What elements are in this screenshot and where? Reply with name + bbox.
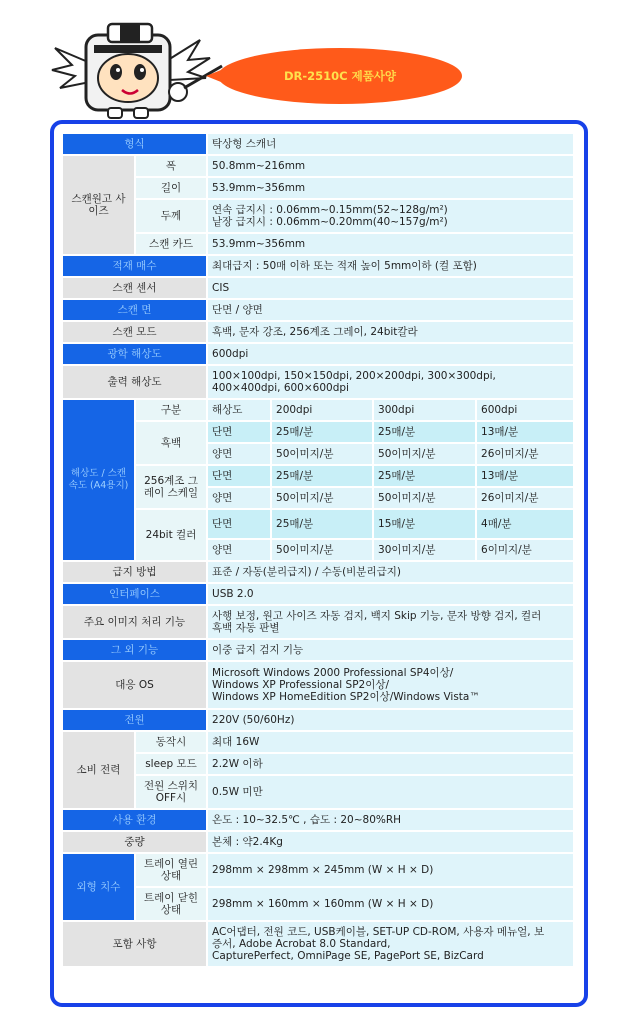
row-feed [63,562,575,582]
row-label: 형식 [63,134,208,154]
sub-label: 전원 스위치 OFF시 [136,776,208,808]
speed-cell: 26이미지/분 [477,444,575,464]
speed-cell: 25매/분 [374,422,477,442]
row-os [63,662,575,708]
row-imgproc [63,606,575,638]
row-value [208,922,575,966]
row-value: 53.9mm~356mm [208,234,575,254]
row-label: 소비 전력 [63,732,136,808]
row-value [208,366,575,398]
row-label: 광학 해상도 [63,344,208,364]
row-consumption-sleep [63,754,575,774]
value-line: 연속 급지시 : 0.06mm~0.15mm(52~128g/m²) [212,204,448,216]
row-speed-color-simplex [63,510,575,538]
speed-cell: 양면 [208,540,272,560]
row-docsize-thickness [63,200,575,232]
sub-label: 폭 [136,156,208,176]
row-value: CIS [208,278,575,298]
row-output [63,366,575,398]
row-consumption-off [63,776,575,808]
row-docsize-width [63,156,575,176]
row-value: 0.5W 미만 [208,776,575,808]
sub-label: 트레이 열린 상태 [136,854,208,886]
value-line: 낱장 급지시 : 0.06mm~0.20mm(40~157g/m²) [212,216,448,228]
row-type [63,134,575,154]
row-value [208,606,575,638]
row-label: 인터페이스 [63,584,208,604]
row-docsize-card [63,234,575,254]
row-value: 본체 : 약2.4Kg [208,832,575,852]
speed-cell: 50이미지/분 [374,488,477,508]
sub-label: 두께 [136,200,208,232]
row-value: 600dpi [208,344,575,364]
row-env [63,810,575,830]
row-value: 53.9mm~356mm [208,178,575,198]
row-value: 탁상형 스캐너 [208,134,575,154]
row-label: 외형 치수 [63,854,136,920]
value-line: 사행 보정, 원고 사이즈 자동 검지, 백지 Skip 기능, 문자 방향 검지, 컬러 [212,610,542,622]
value-line: Windows XP HomeEdition SP2이상/Windows Vista™ [212,691,480,703]
row-value: 온도 : 10~32.5℃ , 습도 : 20~80%RH [208,810,575,830]
row-speed-head [63,400,575,420]
spec-table [63,132,575,968]
row-included [63,922,575,966]
speed-cell: 13매/분 [477,422,575,442]
row-value [208,200,575,232]
row-label: 사용 환경 [63,810,208,830]
speed-cell: 6이미지/분 [477,540,575,560]
speed-cell: 4매/분 [477,510,575,538]
sub-label: sleep 모드 [136,754,208,774]
value-line: CapturePerfect, OmniPage SE, PagePort SE, BizCard [212,950,484,962]
row-load [63,256,575,276]
value-line: Windows XP Professional SP2이상/ [212,679,390,691]
row-label: 주요 이미지 처리 기능 [63,606,208,638]
product-title: DR-2510C 제품사양 [283,69,397,83]
value-line: AC어댑터, 전원 코드, USB케이블, SET-UP CD-ROM, 사용자 메뉴얼, 보 [212,926,545,938]
speed-cell: 25매/분 [272,510,374,538]
row-label: 출력 해상도 [63,366,208,398]
row-value: 298mm × 298mm × 245mm (W × H × D) [208,854,575,886]
speed-cell: 15매/분 [374,510,477,538]
speed-mode-label: 흑백 [136,422,208,464]
speed-mode-label: 24bit 컬러 [136,510,208,560]
row-value: 표준 / 자동(분리급지) / 수동(비분리급지) [208,562,575,582]
speed-cell: 50이미지/분 [374,444,477,464]
value-line: 100×100dpi, 150×150dpi, 200×200dpi, 300×300dpi, [212,370,496,382]
speed-head: 해상도 [208,400,272,420]
speed-head: 구분 [136,400,208,420]
sub-label: 동작시 [136,732,208,752]
row-label: 적재 매수 [63,256,208,276]
row-detect [63,640,575,660]
row-value: 2.2W 이하 [208,754,575,774]
speed-cell: 50이미지/분 [272,444,374,464]
speed-cell: 25매/분 [272,422,374,442]
row-label: 중량 [63,832,208,852]
row-weight [63,832,575,852]
row-sensor [63,278,575,298]
speed-cell: 단면 [208,466,272,486]
speech-bubble [218,48,462,104]
speed-head: 600dpi [477,400,575,420]
row-value: USB 2.0 [208,584,575,604]
row-value: 50.8mm~216mm [208,156,575,176]
row-label: 해상도 / 스캔속도 (A4용지) [63,400,136,560]
value-line: 400×400dpi, 600×600dpi [212,382,349,394]
speed-cell: 단면 [208,510,272,538]
row-value: 이중 급지 검지 기능 [208,640,575,660]
value-line: 흑백 자동 판별 [212,622,280,634]
row-label: 전원 [63,710,208,730]
speed-cell: 50이미지/분 [272,540,374,560]
speed-cell: 50이미지/분 [272,488,374,508]
row-power [63,710,575,730]
row-value [208,662,575,708]
row-label: 스캔 모드 [63,322,208,342]
speed-mode-label: 256계조 그레이 스케일 [136,466,208,508]
row-mode [63,322,575,342]
row-optical [63,344,575,364]
sub-label: 스캔 카드 [136,234,208,254]
speed-cell: 양면 [208,444,272,464]
row-speed-bw-simplex [63,422,575,442]
row-docsize-length [63,178,575,198]
speed-head: 200dpi [272,400,374,420]
row-value: 단면 / 양면 [208,300,575,320]
speed-cell: 25매/분 [272,466,374,486]
row-dims-closed [63,888,575,920]
scanner-mascot-illustration [50,10,230,125]
row-label: 그 외 기능 [63,640,208,660]
value-line: 증서, Adobe Acrobat 8.0 Standard, [212,938,391,950]
speed-head: 300dpi [374,400,477,420]
row-label: 포함 사항 [63,922,208,966]
row-speed-gray-simplex [63,466,575,486]
row-side [63,300,575,320]
row-label: 스캔원고 사이즈 [63,156,136,254]
row-value: 최대급지 : 50매 이하 또는 적재 높이 5mm이하 (컬 포함) [208,256,575,276]
row-value: 220V (50/60Hz) [208,710,575,730]
row-label: 스캔 센서 [63,278,208,298]
speed-cell: 30이미지/분 [374,540,477,560]
value-line: Microsoft Windows 2000 Professional SP4이상/ [212,667,454,679]
row-value: 298mm × 160mm × 160mm (W × H × D) [208,888,575,920]
row-value: 최대 16W [208,732,575,752]
speed-cell: 26이미지/분 [477,488,575,508]
speed-cell: 25매/분 [374,466,477,486]
sub-label: 트레이 닫힌 상태 [136,888,208,920]
row-value: 흑백, 문자 강조, 256계조 그레이, 24bit칼라 [208,322,575,342]
speed-cell: 양면 [208,488,272,508]
speed-cell: 13매/분 [477,466,575,486]
row-label: 급지 방법 [63,562,208,582]
sub-label: 길이 [136,178,208,198]
row-interface [63,584,575,604]
row-consumption-op [63,732,575,752]
row-dims-open [63,854,575,886]
row-label: 스캔 면 [63,300,208,320]
speed-cell: 단면 [208,422,272,442]
row-label: 대응 OS [63,662,208,708]
